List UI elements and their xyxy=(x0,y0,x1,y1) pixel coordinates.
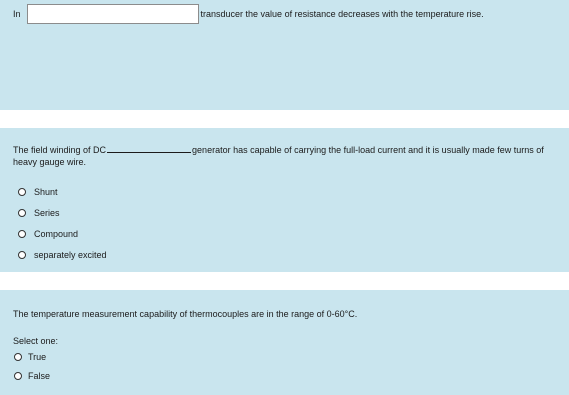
option-label: False xyxy=(28,370,51,381)
select-one-label: Select one: xyxy=(13,336,59,346)
fill-blank-line xyxy=(107,146,191,153)
option-false[interactable] xyxy=(14,366,50,385)
question-2-text-before: The field winding of DC xyxy=(13,145,107,155)
option-compound[interactable] xyxy=(18,223,107,244)
radio-button[interactable] xyxy=(18,251,26,259)
option-series[interactable] xyxy=(18,202,107,223)
question-2-text xyxy=(13,144,561,168)
radio-button[interactable] xyxy=(14,372,22,380)
option-label: True xyxy=(28,351,47,362)
question-2-text-after: generator has capable of carrying the full-load current and it is usually made few turns of heavy gauge wire. xyxy=(13,145,544,167)
option-label: Compound xyxy=(34,228,79,239)
question-3-text: The temperature measurement capability of thermocouples are in the range of 0-60°C. xyxy=(13,309,358,319)
radio-button[interactable] xyxy=(18,230,26,238)
question-3-panel xyxy=(0,290,569,395)
question-1-text xyxy=(13,4,484,24)
option-shunt[interactable] xyxy=(18,181,107,202)
question-1-prefix: In xyxy=(13,9,21,19)
option-separately-excited[interactable] xyxy=(18,244,107,265)
question-1-suffix: transducer the value of resistance decreases with the temperature rise. xyxy=(200,9,484,19)
question-1-panel xyxy=(0,0,569,110)
question-2-panel xyxy=(0,128,569,272)
option-label: Series xyxy=(34,207,60,218)
option-true[interactable] xyxy=(14,347,50,366)
answer-input[interactable] xyxy=(27,4,199,24)
radio-button[interactable] xyxy=(18,188,26,196)
question-3-options xyxy=(14,347,50,385)
option-label: separately excited xyxy=(34,249,107,260)
option-label: Shunt xyxy=(34,186,58,197)
radio-button[interactable] xyxy=(14,353,22,361)
radio-button[interactable] xyxy=(18,209,26,217)
question-2-options xyxy=(18,181,107,265)
